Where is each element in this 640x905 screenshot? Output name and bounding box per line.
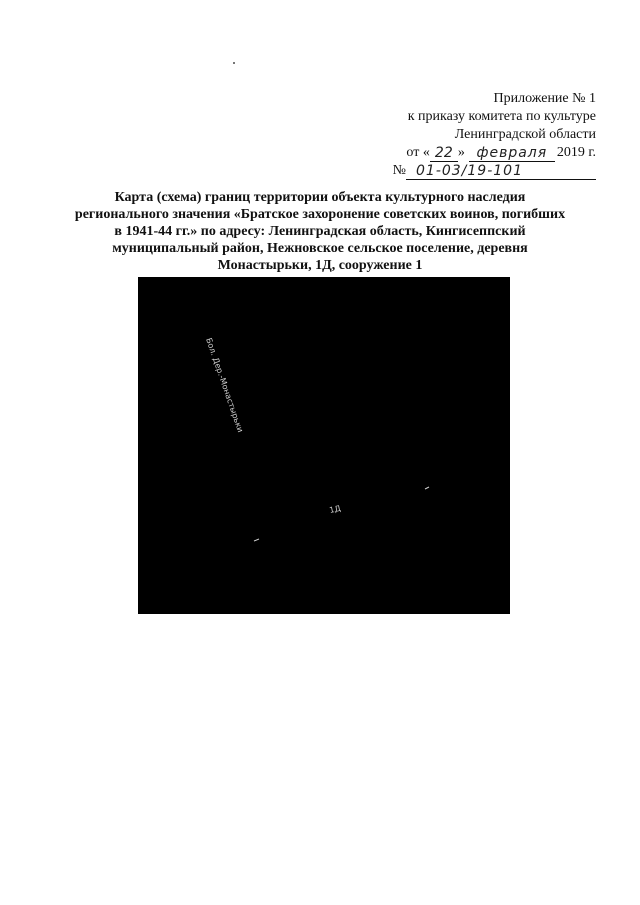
annex-date-line xyxy=(336,144,596,162)
annex-region-line: Ленинградской области xyxy=(454,127,596,142)
annex-number-line: Приложение № 1 xyxy=(493,91,596,106)
annex-header xyxy=(336,90,596,180)
scan-speck xyxy=(233,62,235,64)
boundary-map xyxy=(138,277,510,614)
road-label: Бол. Дер.-Монастырьки xyxy=(204,336,245,434)
plot-label: 1Д xyxy=(328,503,342,515)
date-prefix: от « xyxy=(406,145,430,160)
map-background xyxy=(138,277,510,614)
date-month-handwritten: февраля xyxy=(469,145,555,162)
date-year: 2019 г. xyxy=(556,145,596,160)
annex-order-number-line xyxy=(336,162,596,180)
date-day-handwritten: 22 xyxy=(430,145,458,162)
document-title: Карта (схема) границ территории объекта культурного наследия регионального значения «Братское захоронение советских воинов, погибших в 1941-44 гг.» по адресу: Ленинградская область, Кингисеппский муниципальный район, Нежновское сельское поселение, деревня Монастырьки, 1Д, сооружение 1 xyxy=(74,190,566,273)
number-prefix: № xyxy=(392,163,406,178)
date-separator: » xyxy=(457,145,465,160)
annex-order-line: к приказу комитета по культуре xyxy=(407,109,596,124)
order-number-handwritten: 01-03/19-101 xyxy=(406,163,596,180)
map-canvas xyxy=(138,277,510,614)
